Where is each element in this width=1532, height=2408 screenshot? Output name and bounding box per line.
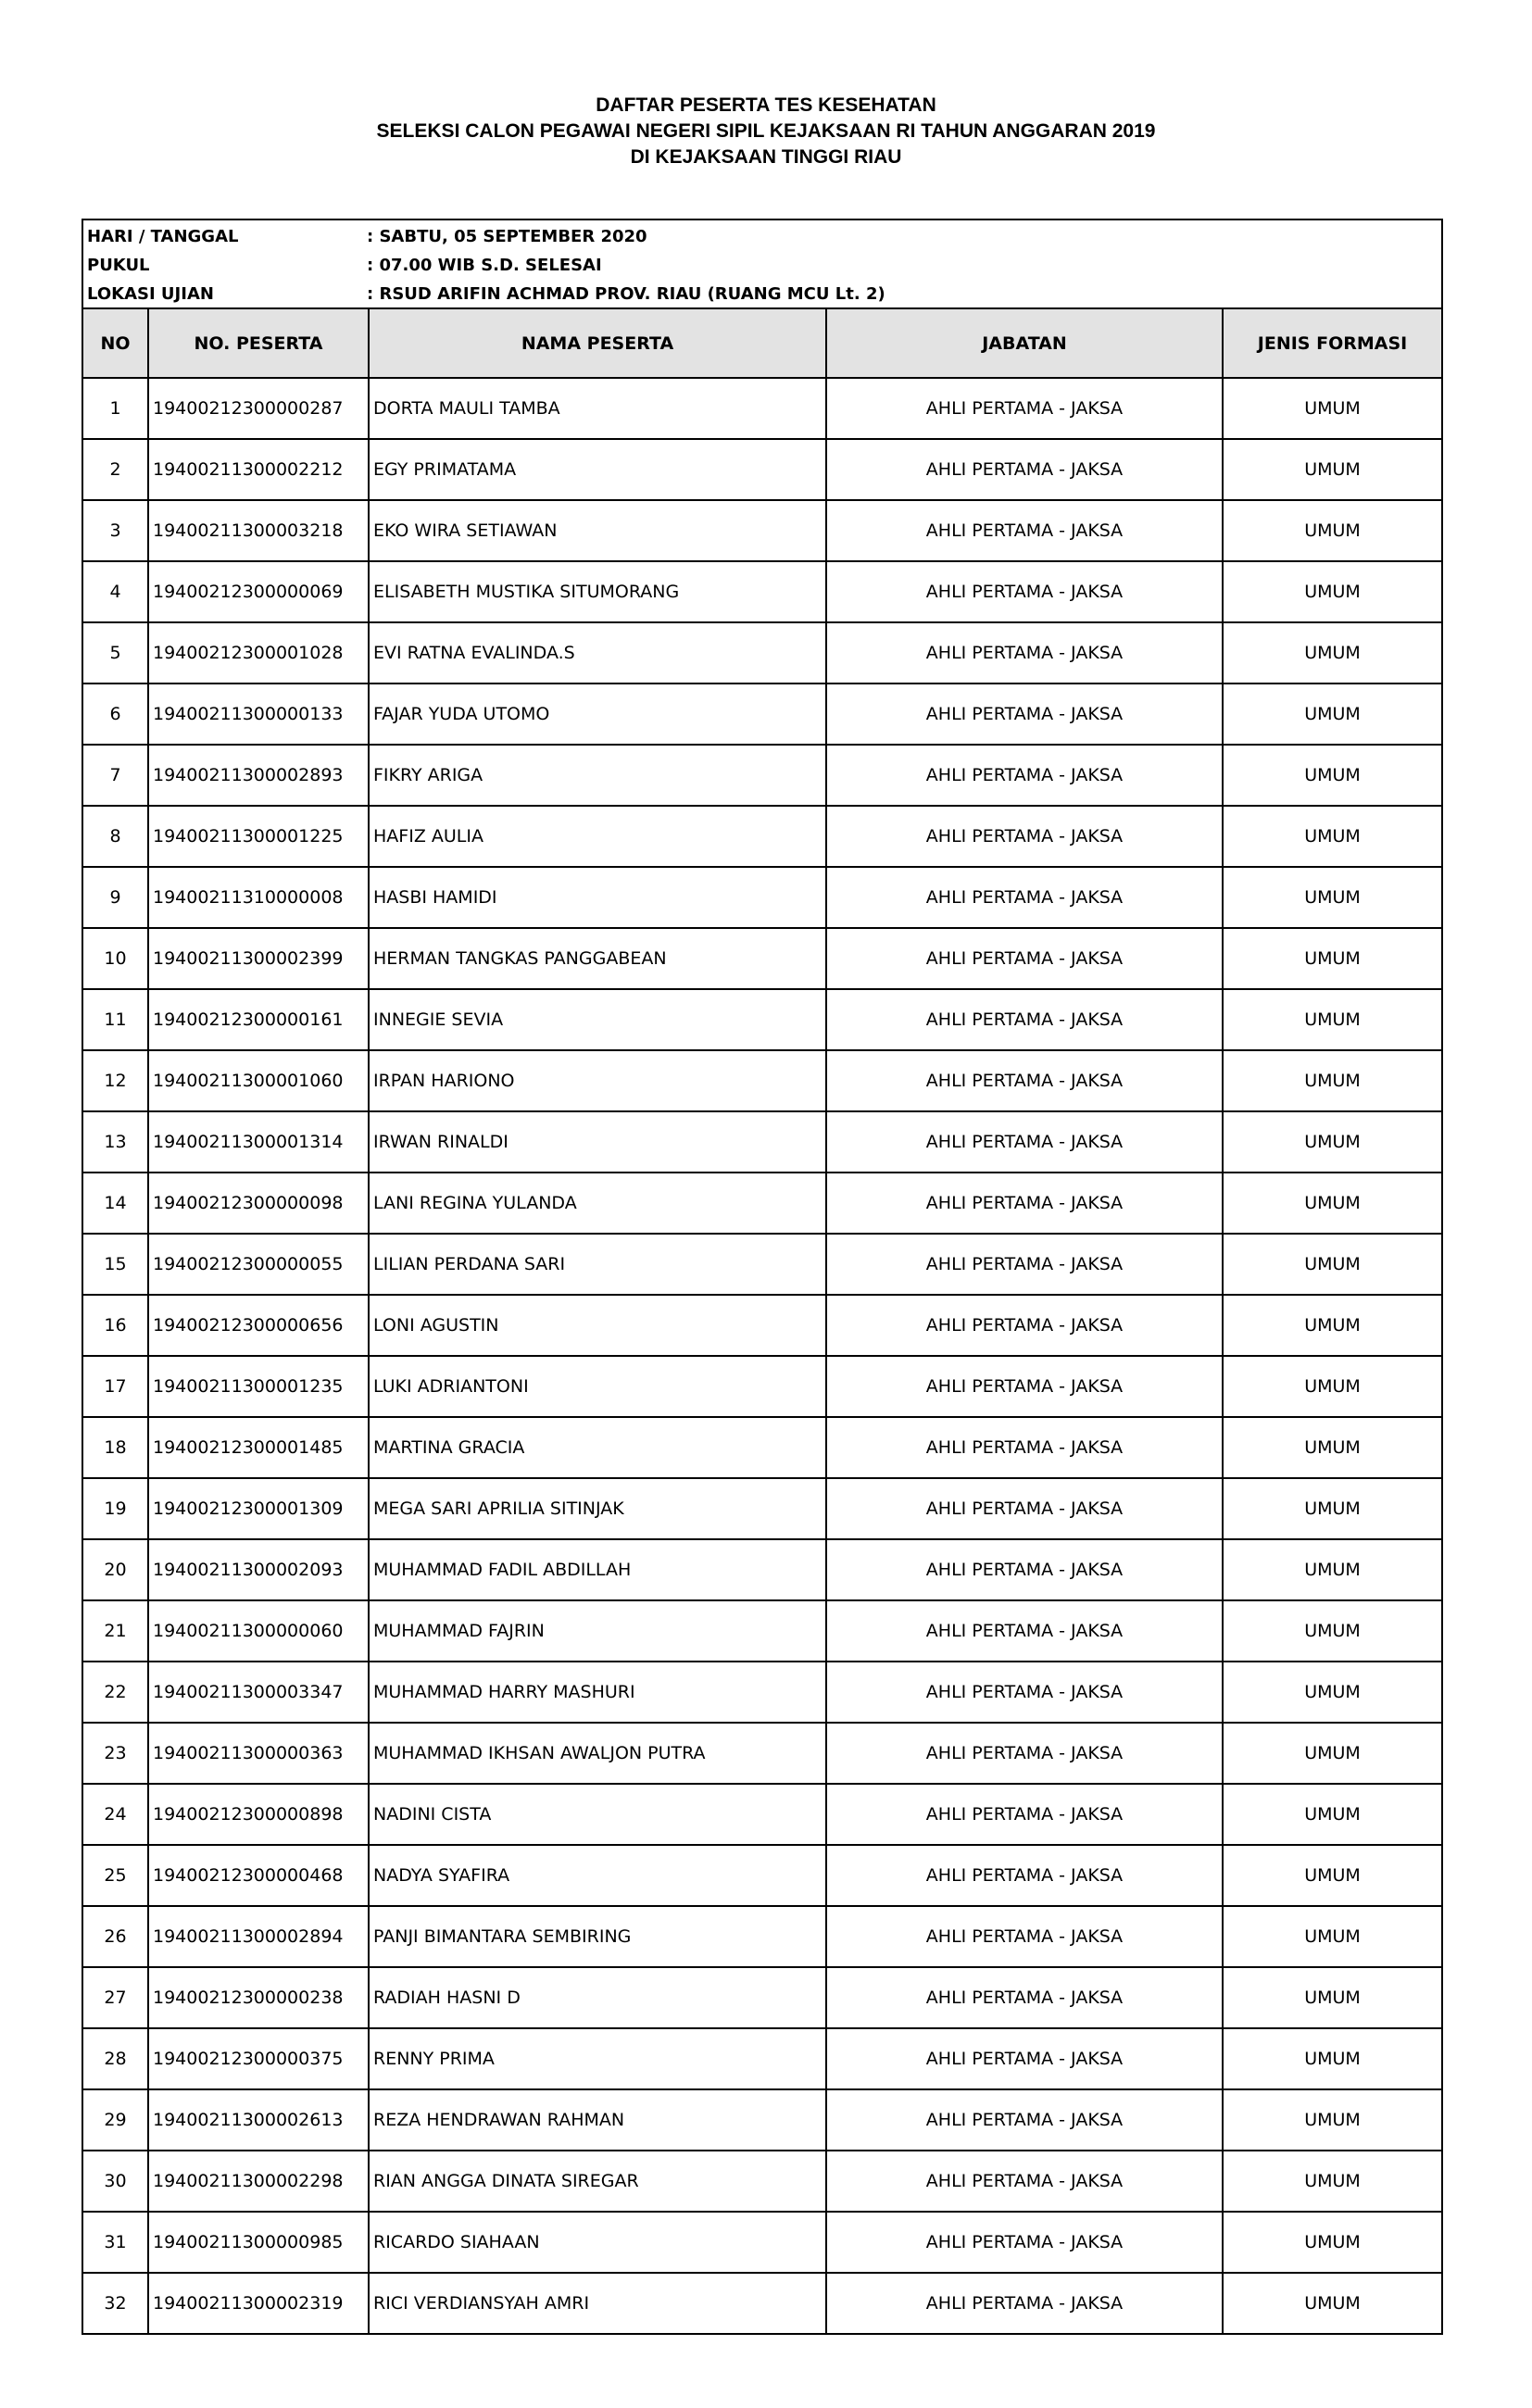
cell-participant-number: 19400212300001028 — [148, 622, 369, 684]
cell-no: 27 — [83, 1967, 148, 2028]
cell-position: AHLI PERTAMA - JAKSA — [826, 561, 1223, 622]
cell-participant-name: DORTA MAULI TAMBA — [369, 378, 826, 439]
cell-participant-name: PANJI BIMANTARA SEMBIRING — [369, 1906, 826, 1967]
header-formation-type: JENIS FORMASI — [1223, 309, 1441, 378]
table-row — [83, 2273, 1441, 2333]
cell-participant-name: MUHAMMAD HARRY MASHURI — [369, 1662, 826, 1723]
table-row — [83, 439, 1441, 500]
cell-participant-number: 19400211300002613 — [148, 2089, 369, 2151]
info-value: : 07.00 WIB S.D. SELESAI — [367, 256, 602, 275]
cell-participant-number: 19400211300003218 — [148, 500, 369, 561]
cell-participant-number: 19400211300000133 — [148, 684, 369, 745]
cell-no: 28 — [83, 2028, 148, 2089]
cell-position: AHLI PERTAMA - JAKSA — [826, 500, 1223, 561]
cell-position: AHLI PERTAMA - JAKSA — [826, 2028, 1223, 2089]
table-row — [83, 989, 1441, 1050]
cell-position: AHLI PERTAMA - JAKSA — [826, 1234, 1223, 1295]
cell-participant-name: HAFIZ AULIA — [369, 806, 826, 867]
table-row — [83, 2212, 1441, 2273]
cell-participant-name: LILIAN PERDANA SARI — [369, 1234, 826, 1295]
cell-position: AHLI PERTAMA - JAKSA — [826, 867, 1223, 928]
table-row — [83, 684, 1441, 745]
cell-participant-number: 19400211300002399 — [148, 928, 369, 989]
info-row-date — [83, 222, 1441, 251]
cell-formation-type: UMUM — [1223, 1111, 1441, 1173]
cell-no: 19 — [83, 1478, 148, 1539]
table-row — [83, 1723, 1441, 1784]
cell-formation-type: UMUM — [1223, 2273, 1441, 2333]
cell-participant-name: EGY PRIMATAMA — [369, 439, 826, 500]
cell-position: AHLI PERTAMA - JAKSA — [826, 684, 1223, 745]
table-row — [83, 1111, 1441, 1173]
table-row — [83, 1234, 1441, 1295]
cell-position: AHLI PERTAMA - JAKSA — [826, 1784, 1223, 1845]
cell-participant-name: NADINI CISTA — [369, 1784, 826, 1845]
cell-position: AHLI PERTAMA - JAKSA — [826, 1050, 1223, 1111]
info-row-time — [83, 251, 1441, 280]
cell-participant-number: 19400211310000008 — [148, 867, 369, 928]
cell-formation-type: UMUM — [1223, 561, 1441, 622]
cell-no: 18 — [83, 1417, 148, 1478]
cell-participant-number: 19400211300000985 — [148, 2212, 369, 2273]
cell-formation-type: UMUM — [1223, 1906, 1441, 1967]
table-row — [83, 1478, 1441, 1539]
table-row — [83, 806, 1441, 867]
cell-participant-number: 19400212300000161 — [148, 989, 369, 1050]
cell-participant-number: 19400211300000060 — [148, 1600, 369, 1662]
cell-position: AHLI PERTAMA - JAKSA — [826, 1539, 1223, 1600]
cell-formation-type: UMUM — [1223, 1662, 1441, 1723]
cell-position: AHLI PERTAMA - JAKSA — [826, 1417, 1223, 1478]
cell-formation-type: UMUM — [1223, 1050, 1441, 1111]
cell-participant-name: FAJAR YUDA UTOMO — [369, 684, 826, 745]
cell-formation-type: UMUM — [1223, 1173, 1441, 1234]
cell-participant-name: RIAN ANGGA DINATA SIREGAR — [369, 2151, 826, 2212]
table-row — [83, 622, 1441, 684]
cell-no: 24 — [83, 1784, 148, 1845]
cell-participant-name: MARTINA GRACIA — [369, 1417, 826, 1478]
table-row — [83, 1600, 1441, 1662]
cell-formation-type: UMUM — [1223, 1539, 1441, 1600]
cell-position: AHLI PERTAMA - JAKSA — [826, 1662, 1223, 1723]
cell-participant-name: IRPAN HARIONO — [369, 1050, 826, 1111]
cell-no: 29 — [83, 2089, 148, 2151]
cell-participant-number: 19400211300001235 — [148, 1356, 369, 1417]
info-label: PUKUL — [87, 256, 150, 275]
table-row — [83, 2151, 1441, 2212]
exam-info-block — [83, 220, 1441, 309]
cell-no: 10 — [83, 928, 148, 989]
cell-position: AHLI PERTAMA - JAKSA — [826, 1295, 1223, 1356]
cell-no: 25 — [83, 1845, 148, 1906]
cell-formation-type: UMUM — [1223, 2028, 1441, 2089]
cell-participant-number: 19400212300001309 — [148, 1478, 369, 1539]
table-row — [83, 1356, 1441, 1417]
cell-participant-number: 19400211300001225 — [148, 806, 369, 867]
cell-participant-number: 19400211300001060 — [148, 1050, 369, 1111]
cell-participant-number: 19400212300000287 — [148, 378, 369, 439]
cell-formation-type: UMUM — [1223, 928, 1441, 989]
info-label: LOKASI UJIAN — [87, 284, 214, 304]
title-line-3: DI KEJAKSAAN TINGGI RIAU — [630, 146, 902, 168]
title-line-1: DAFTAR PESERTA TES KESEHATAN — [596, 94, 936, 116]
cell-no: 14 — [83, 1173, 148, 1234]
cell-participant-name: FIKRY ARIGA — [369, 745, 826, 806]
table-row — [83, 867, 1441, 928]
cell-position: AHLI PERTAMA - JAKSA — [826, 1111, 1223, 1173]
cell-participant-name: INNEGIE SEVIA — [369, 989, 826, 1050]
cell-formation-type: UMUM — [1223, 1967, 1441, 2028]
cell-no: 23 — [83, 1723, 148, 1784]
cell-participant-name: NADYA SYAFIRA — [369, 1845, 826, 1906]
cell-position: AHLI PERTAMA - JAKSA — [826, 1967, 1223, 2028]
cell-no: 1 — [83, 378, 148, 439]
cell-participant-name: MUHAMMAD FADIL ABDILLAH — [369, 1539, 826, 1600]
cell-participant-name: EKO WIRA SETIAWAN — [369, 500, 826, 561]
cell-no: 3 — [83, 500, 148, 561]
cell-participant-number: 19400211300003347 — [148, 1662, 369, 1723]
cell-position: AHLI PERTAMA - JAKSA — [826, 989, 1223, 1050]
table-row — [83, 1784, 1441, 1845]
cell-formation-type: UMUM — [1223, 1295, 1441, 1356]
cell-no: 32 — [83, 2273, 148, 2333]
cell-participant-number: 19400211300002212 — [148, 439, 369, 500]
info-row-location — [83, 280, 1441, 308]
cell-position: AHLI PERTAMA - JAKSA — [826, 1723, 1223, 1784]
cell-position: AHLI PERTAMA - JAKSA — [826, 806, 1223, 867]
table-row — [83, 561, 1441, 622]
cell-no: 11 — [83, 989, 148, 1050]
title-line-2: SELEKSI CALON PEGAWAI NEGERI SIPIL KEJAKSAAN RI TAHUN ANGGARAN 2019 — [376, 120, 1156, 142]
cell-participant-number: 19400212300000238 — [148, 1967, 369, 2028]
cell-participant-number: 19400212300000468 — [148, 1845, 369, 1906]
cell-participant-name: RADIAH HASNI D — [369, 1967, 826, 2028]
cell-no: 5 — [83, 622, 148, 684]
cell-participant-number: 19400211300002093 — [148, 1539, 369, 1600]
cell-formation-type: UMUM — [1223, 622, 1441, 684]
cell-participant-name: HERMAN TANGKAS PANGGABEAN — [369, 928, 826, 989]
cell-position: AHLI PERTAMA - JAKSA — [826, 2089, 1223, 2151]
cell-position: AHLI PERTAMA - JAKSA — [826, 1600, 1223, 1662]
cell-no: 13 — [83, 1111, 148, 1173]
cell-participant-name: RENNY PRIMA — [369, 2028, 826, 2089]
cell-formation-type: UMUM — [1223, 1723, 1441, 1784]
cell-no: 2 — [83, 439, 148, 500]
cell-position: AHLI PERTAMA - JAKSA — [826, 1845, 1223, 1906]
cell-position: AHLI PERTAMA - JAKSA — [826, 2273, 1223, 2333]
cell-participant-name: IRWAN RINALDI — [369, 1111, 826, 1173]
cell-no: 7 — [83, 745, 148, 806]
table-header-row — [83, 309, 1441, 378]
info-value: : RSUD ARIFIN ACHMAD PROV. RIAU (RUANG MCU Lt. 2) — [367, 284, 885, 304]
table-row — [83, 1417, 1441, 1478]
cell-participant-number: 19400211300001314 — [148, 1111, 369, 1173]
table-row — [83, 2028, 1441, 2089]
table-row — [83, 745, 1441, 806]
table-row — [83, 1173, 1441, 1234]
cell-formation-type: UMUM — [1223, 1784, 1441, 1845]
cell-formation-type: UMUM — [1223, 439, 1441, 500]
cell-formation-type: UMUM — [1223, 867, 1441, 928]
cell-formation-type: UMUM — [1223, 1417, 1441, 1478]
cell-no: 8 — [83, 806, 148, 867]
table-row — [83, 1295, 1441, 1356]
cell-participant-name: MEGA SARI APRILIA SITINJAK — [369, 1478, 826, 1539]
cell-formation-type: UMUM — [1223, 2212, 1441, 2273]
header-no: NO — [83, 309, 148, 378]
cell-position: AHLI PERTAMA - JAKSA — [826, 1906, 1223, 1967]
header-position: JABATAN — [826, 309, 1223, 378]
cell-participant-number: 19400212300000098 — [148, 1173, 369, 1234]
info-label: HARI / TANGGAL — [87, 227, 239, 246]
cell-position: AHLI PERTAMA - JAKSA — [826, 439, 1223, 500]
cell-formation-type: UMUM — [1223, 806, 1441, 867]
table-row — [83, 1539, 1441, 1600]
cell-formation-type: UMUM — [1223, 1356, 1441, 1417]
participant-sheet — [82, 219, 1443, 2335]
cell-no: 6 — [83, 684, 148, 745]
cell-participant-name: MUHAMMAD FAJRIN — [369, 1600, 826, 1662]
cell-formation-type: UMUM — [1223, 684, 1441, 745]
cell-no: 17 — [83, 1356, 148, 1417]
cell-participant-name: RICARDO SIAHAAN — [369, 2212, 826, 2273]
cell-participant-name: REZA HENDRAWAN RAHMAN — [369, 2089, 826, 2151]
cell-participant-number: 19400212300000069 — [148, 561, 369, 622]
cell-participant-number: 19400212300000656 — [148, 1295, 369, 1356]
table-row — [83, 378, 1441, 439]
table-row — [83, 1662, 1441, 1723]
document-title — [0, 93, 1532, 170]
table-row — [83, 1967, 1441, 2028]
cell-formation-type: UMUM — [1223, 1845, 1441, 1906]
cell-position: AHLI PERTAMA - JAKSA — [826, 378, 1223, 439]
cell-participant-name: LONI AGUSTIN — [369, 1295, 826, 1356]
cell-position: AHLI PERTAMA - JAKSA — [826, 928, 1223, 989]
cell-no: 26 — [83, 1906, 148, 1967]
table-row — [83, 928, 1441, 989]
cell-no: 20 — [83, 1539, 148, 1600]
table-row — [83, 500, 1441, 561]
cell-formation-type: UMUM — [1223, 989, 1441, 1050]
cell-participant-number: 19400211300002319 — [148, 2273, 369, 2333]
cell-participant-number: 19400211300002893 — [148, 745, 369, 806]
table-row — [83, 1845, 1441, 1906]
cell-no: 30 — [83, 2151, 148, 2212]
cell-no: 12 — [83, 1050, 148, 1111]
cell-participant-number: 19400211300002894 — [148, 1906, 369, 1967]
cell-participant-name: LUKI ADRIANTONI — [369, 1356, 826, 1417]
cell-participant-name: EVI RATNA EVALINDA.S — [369, 622, 826, 684]
cell-position: AHLI PERTAMA - JAKSA — [826, 1356, 1223, 1417]
cell-participant-name: RICI VERDIANSYAH AMRI — [369, 2273, 826, 2333]
cell-position: AHLI PERTAMA - JAKSA — [826, 2212, 1223, 2273]
header-participant-name: NAMA PESERTA — [369, 309, 826, 378]
table-row — [83, 1050, 1441, 1111]
cell-position: AHLI PERTAMA - JAKSA — [826, 2151, 1223, 2212]
cell-formation-type: UMUM — [1223, 2089, 1441, 2151]
cell-position: AHLI PERTAMA - JAKSA — [826, 622, 1223, 684]
table-row — [83, 1906, 1441, 1967]
cell-participant-number: 19400212300001485 — [148, 1417, 369, 1478]
cell-no: 15 — [83, 1234, 148, 1295]
cell-position: AHLI PERTAMA - JAKSA — [826, 1478, 1223, 1539]
cell-participant-number: 19400211300000363 — [148, 1723, 369, 1784]
cell-formation-type: UMUM — [1223, 1234, 1441, 1295]
cell-formation-type: UMUM — [1223, 500, 1441, 561]
cell-position: AHLI PERTAMA - JAKSA — [826, 745, 1223, 806]
header-participant-number: NO. PESERTA — [148, 309, 369, 378]
cell-participant-number: 19400211300002298 — [148, 2151, 369, 2212]
cell-participant-name: MUHAMMAD IKHSAN AWALJON PUTRA — [369, 1723, 826, 1784]
cell-no: 31 — [83, 2212, 148, 2273]
cell-formation-type: UMUM — [1223, 378, 1441, 439]
info-value: : SABTU, 05 SEPTEMBER 2020 — [367, 227, 647, 246]
cell-formation-type: UMUM — [1223, 1600, 1441, 1662]
cell-no: 22 — [83, 1662, 148, 1723]
cell-participant-name: HASBI HAMIDI — [369, 867, 826, 928]
cell-participant-name: ELISABETH MUSTIKA SITUMORANG — [369, 561, 826, 622]
cell-participant-number: 19400212300000898 — [148, 1784, 369, 1845]
table-row — [83, 2089, 1441, 2151]
cell-no: 9 — [83, 867, 148, 928]
cell-participant-number: 19400212300000055 — [148, 1234, 369, 1295]
participant-table — [83, 309, 1441, 2333]
cell-no: 4 — [83, 561, 148, 622]
cell-formation-type: UMUM — [1223, 2151, 1441, 2212]
cell-participant-number: 19400212300000375 — [148, 2028, 369, 2089]
cell-formation-type: UMUM — [1223, 1478, 1441, 1539]
cell-participant-name: LANI REGINA YULANDA — [369, 1173, 826, 1234]
cell-no: 16 — [83, 1295, 148, 1356]
cell-formation-type: UMUM — [1223, 745, 1441, 806]
cell-position: AHLI PERTAMA - JAKSA — [826, 1173, 1223, 1234]
cell-no: 21 — [83, 1600, 148, 1662]
